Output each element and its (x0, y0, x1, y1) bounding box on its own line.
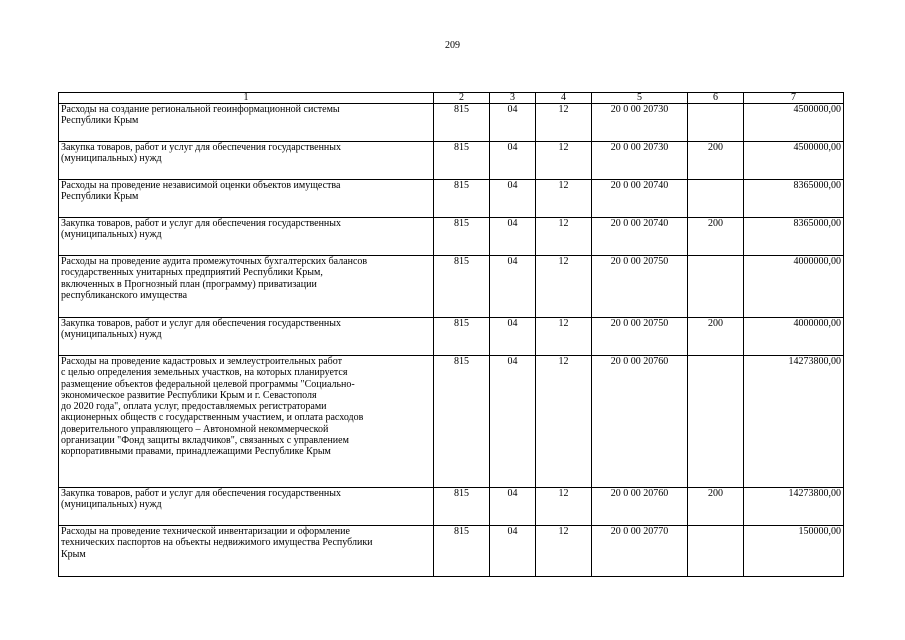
target-article-cell: 20 0 00 20760 (592, 356, 688, 488)
target-article-cell: 20 0 00 20730 (592, 142, 688, 180)
section-cell: 04 (490, 526, 536, 577)
target-article-cell: 20 0 00 20750 (592, 318, 688, 356)
budget-table (58, 92, 844, 577)
header-cell: 4 (536, 93, 592, 104)
target-article-cell: 20 0 00 20750 (592, 256, 688, 318)
table-row (59, 180, 844, 218)
section-cell: 04 (490, 180, 536, 218)
expense-name-cell: Закупка товаров, работ и услуг для обеспечения государственных (муниципальных) нужд (59, 218, 434, 256)
header-cell: 7 (744, 93, 844, 104)
subsection-cell: 12 (536, 526, 592, 577)
expense-type-cell (688, 180, 744, 218)
amount-cell: 4000000,00 (744, 318, 844, 356)
subsection-cell: 12 (536, 356, 592, 488)
subsection-cell: 12 (536, 318, 592, 356)
expense-name-cell: Расходы на проведение аудита промежуточных бухгалтерских балансов государственных унитарных предприятий Республики Крым, включенных в Прогнозный план (программу) приватизации республиканского имущества (59, 256, 434, 318)
target-article-cell: 20 0 00 20740 (592, 218, 688, 256)
expense-type-cell (688, 256, 744, 318)
section-cell: 04 (490, 256, 536, 318)
table-row (59, 104, 844, 142)
table-row (59, 318, 844, 356)
amount-cell: 8365000,00 (744, 218, 844, 256)
table-row (59, 256, 844, 318)
expense-name-cell: Расходы на проведение технической инвентаризации и оформление технических паспортов на объекты недвижимого имущества Республики Крым (59, 526, 434, 577)
subsection-cell: 12 (536, 180, 592, 218)
admin-code-cell: 815 (434, 488, 490, 526)
expense-name-cell: Закупка товаров, работ и услуг для обеспечения государственных (муниципальных) нужд (59, 488, 434, 526)
table-row (59, 356, 844, 488)
section-cell: 04 (490, 488, 536, 526)
target-article-cell: 20 0 00 20760 (592, 488, 688, 526)
table-row (59, 488, 844, 526)
table-row (59, 526, 844, 577)
amount-cell: 150000,00 (744, 526, 844, 577)
header-row (59, 93, 844, 104)
header-cell: 6 (688, 93, 744, 104)
header-cell: 1 (59, 93, 434, 104)
subsection-cell: 12 (536, 488, 592, 526)
amount-cell: 4500000,00 (744, 104, 844, 142)
admin-code-cell: 815 (434, 526, 490, 577)
expense-type-cell (688, 104, 744, 142)
subsection-cell: 12 (536, 256, 592, 318)
amount-cell: 8365000,00 (744, 180, 844, 218)
section-cell: 04 (490, 356, 536, 488)
expense-type-cell: 200 (688, 142, 744, 180)
admin-code-cell: 815 (434, 256, 490, 318)
admin-code-cell: 815 (434, 218, 490, 256)
target-article-cell: 20 0 00 20770 (592, 526, 688, 577)
amount-cell: 14273800,00 (744, 488, 844, 526)
target-article-cell: 20 0 00 20740 (592, 180, 688, 218)
header-cell: 3 (490, 93, 536, 104)
expense-name-cell: Закупка товаров, работ и услуг для обеспечения государственных (муниципальных) нужд (59, 318, 434, 356)
expense-type-cell: 200 (688, 218, 744, 256)
expense-name-cell: Расходы на проведение кадастровых и землеустроительных работ с целью определения земельных участков, на которых планируется размещение объектов федеральной целевой программы "Социально- экономическое развитие Республики Крым и г. Севастополя до 2020 года", оплата услуг, предоставляемых регистраторами акционерных обществ с государственным участием, и оплата расходов доверительного управляющего – Автономной некоммерческой организации "Фонд защиты вкладчиков", связанных с управлением корпоративными правами, принадлежащими Республике Крым (59, 356, 434, 488)
header-cell: 5 (592, 93, 688, 104)
subsection-cell: 12 (536, 218, 592, 256)
section-cell: 04 (490, 142, 536, 180)
amount-cell: 4000000,00 (744, 256, 844, 318)
expense-type-cell (688, 526, 744, 577)
expense-name-cell: Расходы на создание региональной геоинформационной системы Республики Крым (59, 104, 434, 142)
admin-code-cell: 815 (434, 318, 490, 356)
expense-type-cell (688, 356, 744, 488)
expense-type-cell: 200 (688, 488, 744, 526)
admin-code-cell: 815 (434, 142, 490, 180)
admin-code-cell: 815 (434, 104, 490, 142)
expense-type-cell: 200 (688, 318, 744, 356)
amount-cell: 4500000,00 (744, 142, 844, 180)
subsection-cell: 12 (536, 104, 592, 142)
subsection-cell: 12 (536, 142, 592, 180)
amount-cell: 14273800,00 (744, 356, 844, 488)
table-row (59, 218, 844, 256)
header-cell: 2 (434, 93, 490, 104)
section-cell: 04 (490, 218, 536, 256)
target-article-cell: 20 0 00 20730 (592, 104, 688, 142)
admin-code-cell: 815 (434, 180, 490, 218)
table-row (59, 142, 844, 180)
expense-name-cell: Расходы на проведение независимой оценки объектов имущества Республики Крым (59, 180, 434, 218)
page-number: 209 (445, 40, 460, 51)
expense-name-cell: Закупка товаров, работ и услуг для обеспечения государственных (муниципальных) нужд (59, 142, 434, 180)
section-cell: 04 (490, 104, 536, 142)
admin-code-cell: 815 (434, 356, 490, 488)
section-cell: 04 (490, 318, 536, 356)
